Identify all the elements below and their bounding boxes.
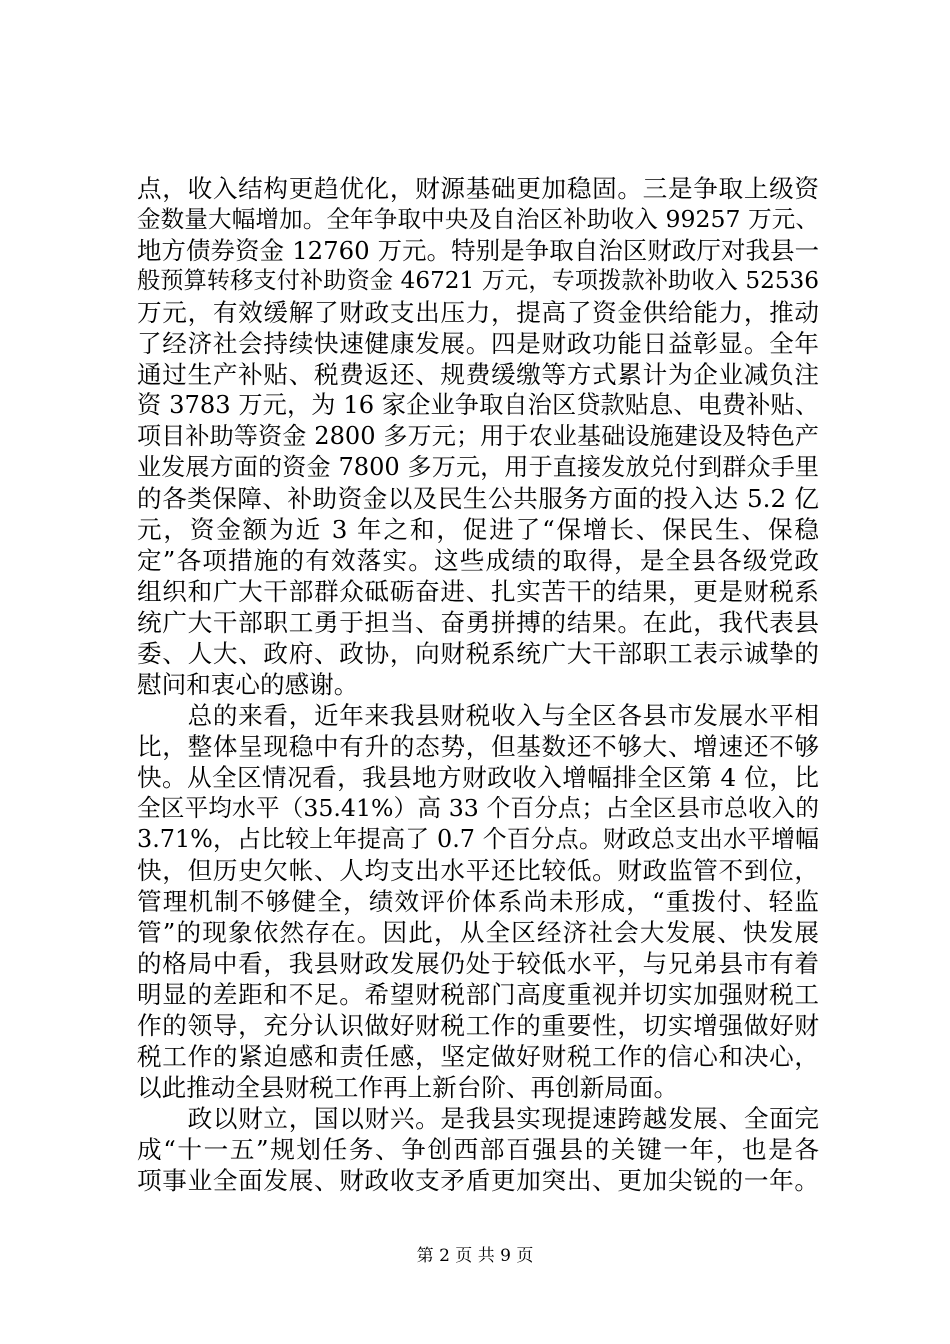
page-footer (0, 1241, 950, 1266)
paragraph-2 (137, 700, 819, 1103)
body-text (137, 173, 819, 1196)
text-line: 万元，有效缓解了财政支出压力，提高了资金供给能力，推动 (137, 298, 819, 327)
text-line: 组织和广大干部群众砥砺奋进、扎实苦干的结果，更是财税系 (137, 577, 819, 606)
text-line: 管理机制不够健全，绩效评价体系尚未形成，“重拨付、轻监 (137, 887, 819, 916)
text-line: 的各类保障、补助资金以及民生公共服务方面的投入达 5.2 亿 (137, 484, 819, 513)
text-line: 成“十一五”规划任务、争创西部百强县的关键一年，也是各 (137, 1135, 819, 1164)
text-line: 地方债券资金 12760 万元。特别是争取自治区财政厅对我县一 (137, 236, 819, 265)
text-line: 业发展方面的资金 7800 多万元，用于直接发放兑付到群众手里 (137, 453, 819, 481)
text-line: 慰问和衷心的感谢。 (137, 670, 359, 699)
text-line: 明显的差距和不足。希望财税部门高度重视并切实加强财税工 (137, 980, 819, 1009)
paragraph-3 (137, 1103, 819, 1196)
text-line: 统广大干部职工勇于担当、奋勇拼搏的结果。在此，我代表县 (137, 608, 819, 637)
text-line: 定”各项措施的有效落实。这些成绩的取得，是全县各级党政 (137, 546, 819, 575)
text-line: 点，收入结构更趋优化，财源基础更加稳固。三是争取上级资 (137, 174, 819, 203)
text-line: 金数量大幅增加。全年争取中央及自治区补助收入 99257 万元、 (137, 205, 819, 233)
text-line: 委、人大、政府、政协，向财税系统广大干部职工表示诚挚的 (137, 639, 819, 668)
text-line: 管”的现象依然存在。因此，从全区经济社会大发展、快发展 (137, 918, 819, 947)
text-line: 的格局中看，我县财政发展仍处于较低水平，与兄弟县市有着 (137, 949, 819, 978)
text-line: 般预算转移支付补助资金 46721 万元，专项拨款补助收入 52536 (137, 268, 819, 294)
text-line: 比，整体呈现稳中有升的态势，但基数还不够大、增速还不够 (137, 732, 819, 761)
text-line: 以此推动全县财税工作再上新台阶、再创新局面。 (137, 1073, 679, 1102)
text-line: 税工作的紧迫感和责任感，坚定做好财税工作的信心和决心， (137, 1042, 819, 1071)
text-line: 作的领导，充分认识做好财税工作的重要性，切实增强做好财 (137, 1011, 819, 1040)
text-line: 元，资金额为近 3 年之和，促进了“保增长、保民生、保稳 (137, 515, 819, 544)
text-line: 总的来看，近年来我县财税收入与全区各县市发展水平相 (137, 701, 819, 730)
text-line: 了经济社会持续快速健康发展。四是财政功能日益彰显。全年 (137, 329, 819, 358)
text-line: 通过生产补贴、税费返还、规费缓缴等方式累计为企业减负注 (137, 360, 819, 389)
text-line: 快。从全区情况看，我县地方财政收入增幅排全区第 4 位，比 (137, 763, 819, 792)
text-line: 项事业全面发展、财政收支矛盾更加突出、更加尖锐的一年。 (137, 1166, 819, 1195)
paragraph-1 (137, 173, 819, 700)
text-line: 快，但历史欠帐、人均支出水平还比较低。财政监管不到位， (137, 856, 819, 885)
text-line: 项目补助等资金 2800 多万元；用于农业基础设施建设及特色产 (137, 422, 819, 450)
text-line: 3.71%，占比较上年提高了 0.7 个百分点。财政总支出水平增幅 (137, 825, 819, 853)
text-line: 资 3783 万元，为 16 家企业争取自治区贷款贴息、电费补贴、 (137, 391, 819, 419)
text-line: 全区平均水平（35.41%）高 33 个百分点；占全区县市总收入的 (137, 794, 819, 822)
text-line: 政以财立，国以财兴。是我县实现提速跨越发展、全面完 (137, 1104, 819, 1133)
page-number: 第 2 页 共 9 页 (416, 1246, 534, 1266)
